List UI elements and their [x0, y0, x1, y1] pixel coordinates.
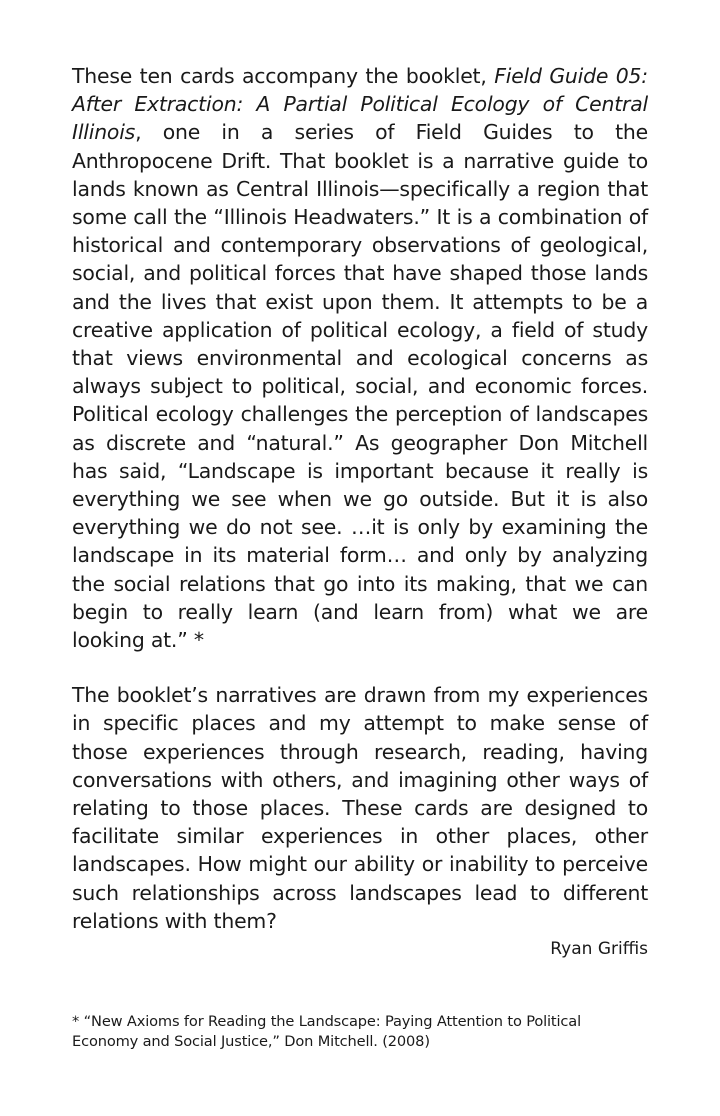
- intro-lead: These ten cards accompany the booklet,: [72, 64, 495, 88]
- series-lead: , one in a series of: [135, 120, 416, 145]
- intro-paragraph: [72, 62, 648, 654]
- footnote: * “New Axioms for Reading the Landscape: Paying Attention to Political Economy and Social Justice,” Don Mitchell. (2008): [72, 1013, 581, 1050]
- author-signature: Ryan Griffis: [550, 939, 648, 960]
- intro-body: . That booklet is a narrative guide to lands known as Central Illinois—specifically a region that some call the “Illinois Headwaters.” It is a combination of historical and contemporary observations of geological, social, and political forces that have shaped those lands and the lives that exist upon them. It attempts to be a creative application of political ecology, a field of study that views environmental and ecological concerns as always subject to political, social, and economic forces. Political ecology challenges the perception of landscapes as discrete and “natural.” As geographer Don Mitchell has said, “Landscape is important because it really is everything we see when we go outside. But it is also everything we do not see. …it is only by examining the landscape in its material form… and only by analyzing the social relations that go into its making, that we can begin to really learn (and learn from) what we are looking at.” *: [72, 148, 648, 653]
- series-title: Field Guides to the Anthropocene Drift: [72, 120, 648, 173]
- booklet-title: Field Guide 05: After Extraction: A Partial Political Ecology of Central Illinois: [72, 64, 648, 145]
- document-body: [72, 62, 648, 961]
- second-paragraph: The booklet’s narratives are drawn from my experiences in specific places and my attempt to make sense of those experiences through research, reading, having conversations with others, and imagining other ways of relating to those places. These cards are designed to facilitate similar experiences in other places, other landscapes. How might our ability or inability to perceive such relationships across landscapes lead to different relations with them?: [72, 683, 648, 933]
